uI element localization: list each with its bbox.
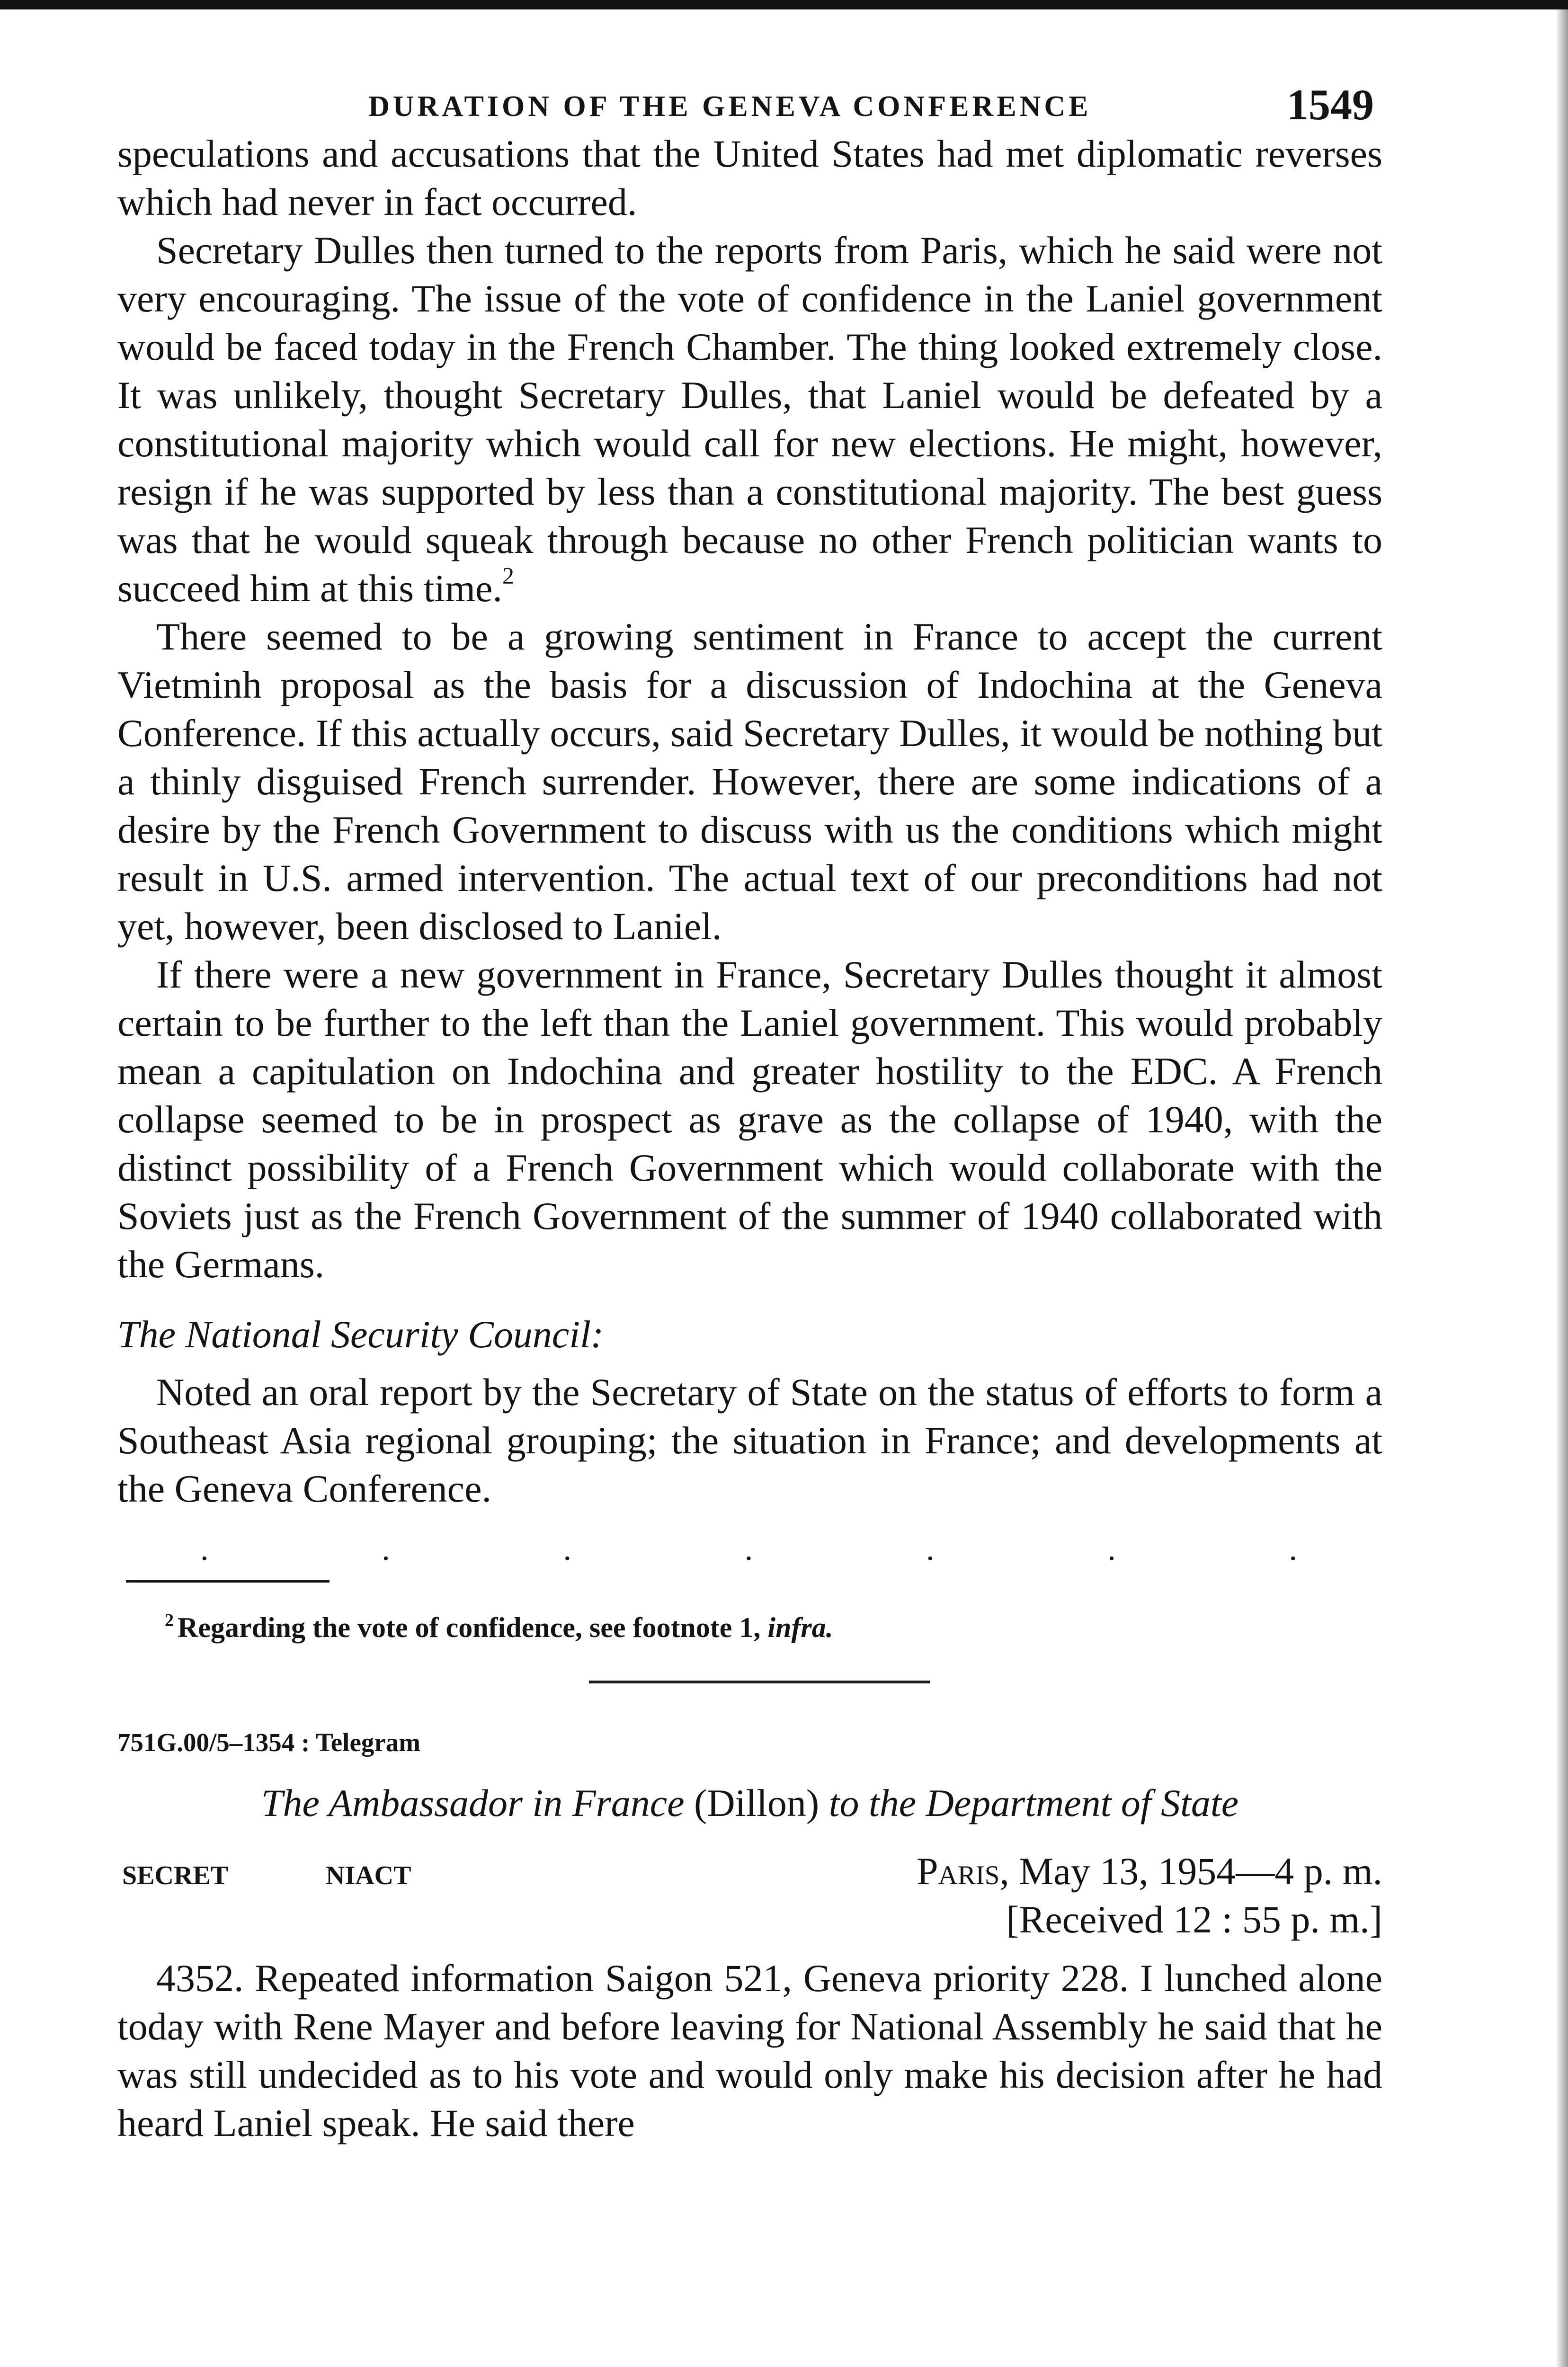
classification-label: SECRET: [122, 1860, 229, 1890]
title-name: (Dillon): [694, 1781, 820, 1824]
ellipsis-dot: .: [1289, 1531, 1297, 1567]
date-time: May 13, 1954—4 p. m.: [1009, 1849, 1382, 1893]
nsc-paragraph: Noted an oral report by the Secretary of State on the status of efforts to form a Southeast Asia regional grouping; the situation in France; and developments at the Geneva Conference.: [117, 1370, 1382, 1510]
ellipsis-dot: .: [744, 1531, 753, 1567]
paragraph-1: speculations and accusations that the United States had met diplomatic reverses which had never in fact occurred.: [117, 132, 1382, 223]
dateline: [917, 1847, 1382, 1944]
page-number: 1549: [1287, 80, 1374, 129]
paragraph-4: If there were a new government in France, Secretary Dulles thought it almost certain to be further to the left than the Laniel government. This would probably mean a capitulation on Indochina and greater hostility to the EDC. A French collapse seemed to be in prospect as grave as the collapse of 1940, with the distinct possibility of a French Government which would collaborate with the Soviets just as the French Government of the summer of 1940 collaborated with the Germans.: [117, 953, 1382, 1286]
telegram-body: 4352. Repeated information Saigon 521, Geneva priority 228. I lunched alone today with Rene Mayer and before leaving for National Assembly he said that he was still undecided as to his vote and would only make his decision after he had heard Laniel speak. He said there: [117, 1956, 1382, 2145]
paragraph-2: [117, 226, 1382, 613]
document-title: [117, 1779, 1382, 1827]
top-border: [0, 0, 1568, 9]
ellipsis-dot: .: [1107, 1531, 1116, 1567]
place: Paris,: [916, 1849, 1009, 1893]
ellipsis-dot: .: [200, 1531, 209, 1567]
running-head: [117, 71, 1382, 129]
title-part-1: The Ambassador in France: [261, 1781, 695, 1824]
footnote-infra: infra.: [767, 1611, 833, 1643]
classification-row: [117, 1847, 1382, 1944]
paragraph-3: There seemed to be a growing sentiment in France to accept the current Vietminh proposal as the basis for a discussion of Indochina at the Geneva Conference. If this actually occurs, said Secretary Dulles, it would be nothing but a thinly disguised French surrender. However, there are some indications of a desire by the French Government to discuss with us the conditions which might result in U.S. armed intervention. The actual text of our preconditions had not yet, however, been disclosed to Laniel.: [117, 615, 1382, 948]
footnote: [165, 1602, 1382, 1646]
footnote-mark: 2: [165, 1611, 174, 1630]
document-page: [117, 71, 1382, 2147]
footnote-text: Regarding the vote of confidence, see footnote 1,: [178, 1611, 768, 1643]
footnote-ref-2: 2: [502, 562, 514, 589]
running-title: DURATION OF THE GENEVA CONFERENCE: [368, 90, 1092, 123]
nsc-heading: The National Security Council:: [117, 1313, 604, 1356]
page-edge-shadow: [1556, 9, 1568, 2367]
ellipsis-dot: .: [563, 1531, 571, 1567]
ellipsis-dot: .: [926, 1531, 935, 1567]
precedence-label: NIACT: [326, 1860, 411, 1890]
paragraph-2-text: Secretary Dulles then turned to the reports from Paris, which he said were not very encouraging. The issue of the vote of confidence in the Laniel government would be faced today in the French Chamber. The thing looked extremely close. It was unlikely, thought Secretary Dulles, that Laniel would be defeated by a constitutional majority which would call for new elections. He might, however, resign if he was supported by less than a constitutional majority. The best guess was that he would squeak through because no other French politician wants to succeed him at this time.: [117, 229, 1382, 610]
section-divider: [589, 1681, 930, 1683]
received-line: [Received 12 : 55 p. m.]: [1006, 1897, 1382, 1941]
file-reference: 751G.00/5–1354 : Telegram: [117, 1727, 421, 1757]
sent-line: [917, 1847, 1382, 1895]
footnote-rule: [126, 1580, 330, 1583]
ellipsis-dots: [117, 1533, 1382, 1566]
ellipsis-dot: .: [382, 1531, 390, 1567]
title-part-2: to the Department of State: [819, 1781, 1239, 1824]
